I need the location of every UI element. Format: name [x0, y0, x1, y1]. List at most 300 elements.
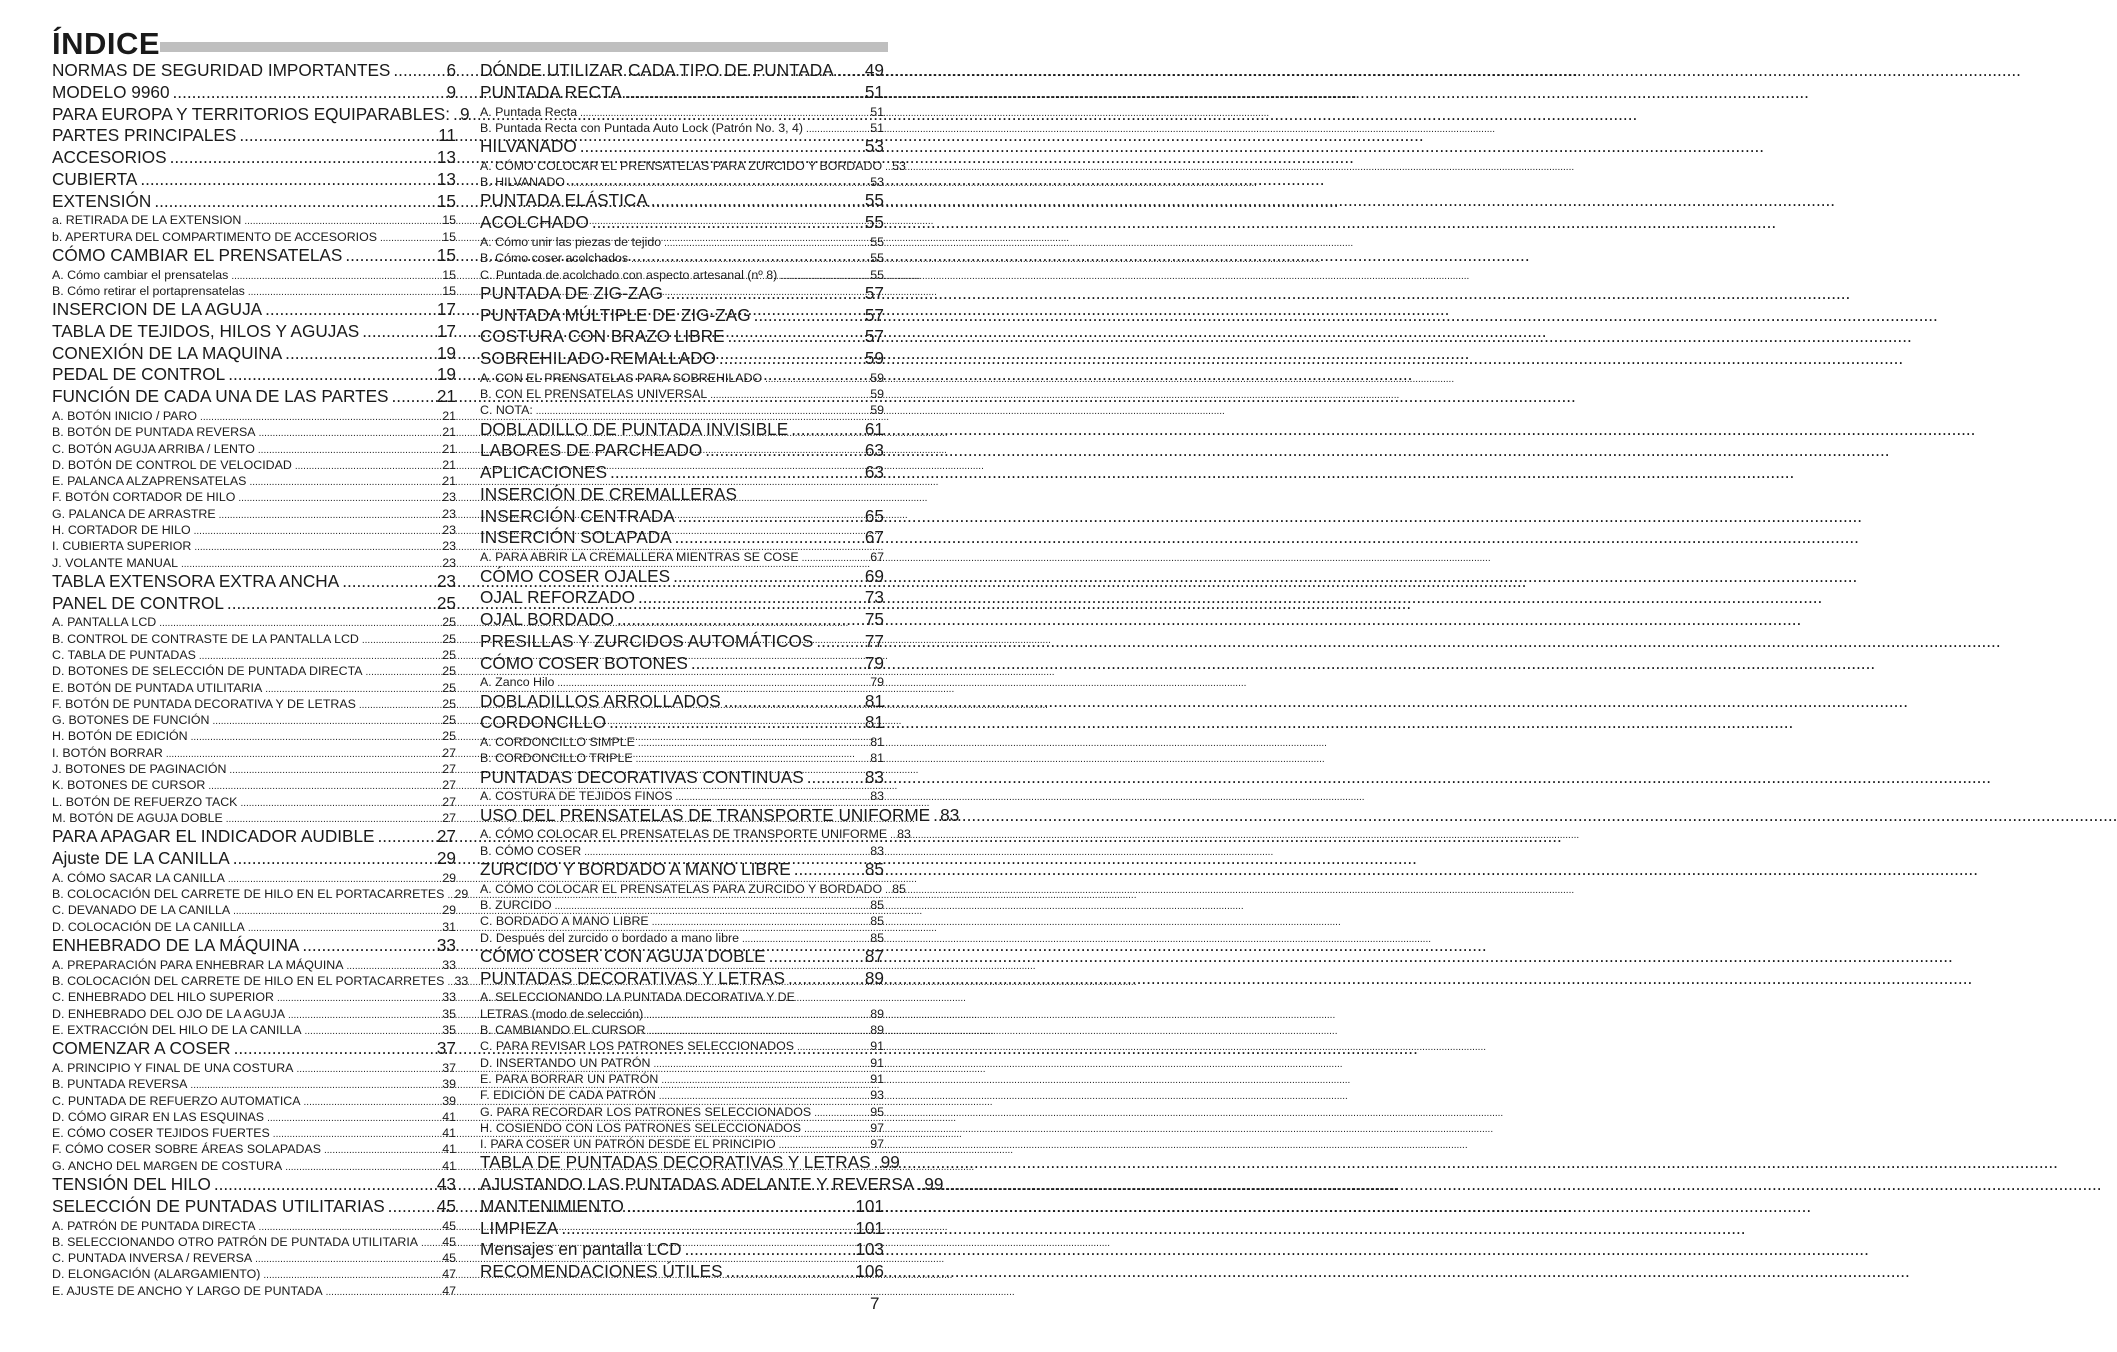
toc-entry-title: CÓMO CAMBIAR EL PRENSATELAS: [52, 244, 343, 265]
toc-entry-title: FUNCIÓN DE CADA UNA DE LAS PARTES: [52, 386, 389, 407]
toc-dot-leader: [675, 527, 862, 549]
toc-dot-leader: [228, 364, 434, 386]
toc-entry[interactable]: [52, 299, 456, 321]
toc-entry[interactable]: [480, 440, 884, 462]
toc-dot-leader: [324, 1143, 439, 1159]
toc-entry-page: 81: [864, 712, 884, 733]
toc-entry[interactable]: [480, 326, 884, 348]
toc-subentry[interactable]: [52, 777, 456, 793]
toc-entry-title: B. COLOCACIÓN DEL CARRETE DE HILO EN EL PORTACARRETES: [52, 887, 445, 902]
toc-entry-title: A. PREPARACIÓN PARA ENHEBRAR LA MÁQUINA: [52, 957, 344, 972]
toc-entry-title: Ajuste DE LA CANILLA: [52, 848, 230, 869]
toc-entry-page: 31: [442, 919, 456, 934]
toc-entry-page: 51: [864, 81, 884, 102]
toc-entry-page: 29: [436, 848, 456, 869]
toc-subentry[interactable]: [52, 902, 456, 918]
toc-subentry[interactable]: [52, 886, 469, 902]
toc-entry-page: 23: [442, 490, 456, 505]
toc-entry-page: 59: [870, 403, 884, 418]
toc-dot-leader: [728, 326, 862, 348]
toc-entry-page: 45: [442, 1234, 456, 1249]
toc-dot-leader: [194, 524, 440, 540]
toc-subentry[interactable]: [52, 538, 456, 554]
toc-entry[interactable]: [52, 386, 456, 408]
page-title: ÍNDICE: [52, 26, 161, 61]
toc-entry-title: OJAL REFORZADO: [480, 587, 636, 608]
toc-entry[interactable]: [480, 60, 884, 82]
toc-entry-title: M. BOTÓN DE AGUJA DOBLE: [52, 810, 223, 825]
toc-dot-leader: [277, 991, 439, 1007]
toc-entry-page: 15: [442, 229, 456, 244]
toc-entry[interactable]: [52, 848, 456, 870]
toc-subentry[interactable]: [52, 696, 456, 712]
toc-subentry[interactable]: [480, 1136, 884, 1152]
toc-entry-page: 53: [870, 175, 884, 190]
toc-entry-page: 27: [442, 810, 456, 825]
toc-subentry[interactable]: [480, 402, 884, 418]
toc-subentry[interactable]: [480, 913, 884, 929]
toc-entry[interactable]: [480, 859, 884, 881]
toc-subentry[interactable]: [480, 386, 884, 402]
toc-entry[interactable]: [52, 321, 456, 343]
toc-entry[interactable]: [52, 1174, 456, 1196]
toc-subentry[interactable]: [52, 1125, 456, 1141]
toc-subentry[interactable]: [480, 843, 884, 859]
toc-entry-page: 55: [864, 190, 884, 211]
toc-entry-title: C. PARA REVISAR LOS PATRONES SELECCIONADOS: [480, 1039, 794, 1054]
toc-subentry[interactable]: [52, 728, 456, 744]
toc-entry-title: b. APERTURA DEL COMPARTIMENTO DE ACCESORIOS: [52, 229, 377, 244]
toc-entry[interactable]: [52, 571, 456, 593]
toc-subentry[interactable]: [480, 549, 884, 565]
toc-subentry[interactable]: [52, 1109, 456, 1125]
toc-subentry[interactable]: [52, 663, 456, 679]
toc-entry-title: C. NOTA:: [480, 403, 533, 418]
toc-entry[interactable]: [480, 419, 884, 441]
toc-entry-page: 55: [870, 267, 884, 282]
toc-entry[interactable]: [480, 305, 884, 327]
toc-subentry[interactable]: [480, 1055, 884, 1071]
toc-dot-leader: [265, 299, 434, 321]
toc-subentry[interactable]: [52, 761, 456, 777]
toc-subentry[interactable]: [52, 1076, 456, 1092]
toc-entry[interactable]: [52, 1038, 456, 1060]
toc-subentry[interactable]: [480, 788, 884, 804]
toc-dot-leader: [421, 1236, 439, 1252]
toc-entry-title: C. ENHEBRADO DEL HILO SUPERIOR: [52, 990, 274, 1005]
toc-entry[interactable]: [480, 609, 884, 631]
toc-subentry[interactable]: [52, 212, 456, 228]
toc-dot-leader: [296, 1062, 439, 1078]
toc-subentry[interactable]: [52, 555, 456, 571]
toc-entry-title: INSERCIÓN SOLAPADA: [480, 527, 672, 548]
toc-subentry[interactable]: [52, 1283, 456, 1299]
toc-entry[interactable]: [480, 767, 884, 789]
toc-entry-page: 37: [436, 1038, 456, 1059]
toc-entry-title: PUNTADAS DECORATIVAS CONTINUAS: [480, 766, 804, 787]
toc-entry-page: 21: [442, 457, 456, 472]
toc-subentry[interactable]: [480, 897, 884, 913]
toc-dot-leader: [664, 236, 867, 252]
toc-column-right: [480, 60, 960, 1283]
toc-dot-leader: [378, 826, 434, 848]
toc-dot-leader: [231, 269, 439, 285]
toc-subentry[interactable]: [480, 1022, 884, 1038]
toc-entry[interactable]: [480, 712, 884, 734]
toc-entry-title: D. BOTÓN DE CONTROL DE VELOCIDAD: [52, 457, 292, 472]
toc-entry-title: RECOMENDACIONES ÚTILES: [480, 1261, 723, 1282]
toc-entry-title: G. PALANCA DE ARRASTRE: [52, 506, 216, 521]
toc-entry[interactable]: [480, 190, 884, 212]
toc-entry-title: PANEL DE CONTROL: [52, 592, 224, 613]
toc-entry-title: LIMPIEZA: [480, 1217, 559, 1238]
toc-entry-page: 97: [870, 1120, 884, 1135]
toc-subentry[interactable]: [52, 647, 456, 663]
toc-entry-page: 77: [864, 630, 884, 651]
toc-entry-title: C. PUNTADA DE REFUERZO AUTOMATICA: [52, 1093, 301, 1108]
toc-entry[interactable]: [480, 506, 884, 528]
toc-entry[interactable]: [480, 653, 884, 675]
toc-entry-page: 27: [442, 745, 456, 760]
toc-subentry[interactable]: [480, 234, 884, 250]
toc-entry[interactable]: [52, 1196, 456, 1218]
toc-dot-leader: [807, 767, 862, 789]
toc-entry-title: APLICACIONES: [480, 462, 608, 483]
toc-entry[interactable]: [52, 343, 456, 365]
toc-entry-title: D. ENHEBRADO DEL OJO DE LA AGUJA: [52, 1006, 285, 1021]
toc-dot-leader: [194, 540, 439, 556]
toc-dot-leader: [219, 508, 440, 524]
toc-entry[interactable]: [480, 946, 884, 968]
toc-subentry[interactable]: [52, 424, 456, 440]
toc-entry-page: 41: [442, 1126, 456, 1141]
toc-entry-page: 15: [442, 267, 456, 282]
toc-entry-page: 25: [442, 713, 456, 728]
toc-entry-title: C. DEVANADO DE LA CANILLA: [52, 903, 231, 918]
toc-dot-leader: [154, 191, 434, 213]
toc-entry[interactable]: [480, 484, 884, 506]
toc-entry-page: 47: [442, 1267, 456, 1282]
toc-subentry[interactable]: [480, 826, 911, 842]
toc-subentry[interactable]: [52, 1158, 456, 1174]
toc-dot-leader: [874, 1152, 878, 1174]
toc-entry[interactable]: [480, 1196, 884, 1218]
toc-entry-page: 41: [442, 1109, 456, 1124]
title-rule: [160, 42, 888, 52]
toc-subentry[interactable]: [52, 957, 456, 973]
toc-entry[interactable]: [480, 462, 884, 484]
toc-entry[interactable]: [480, 691, 884, 713]
toc-entry-title: ZURCIDO Y BORDADO A MANO LIBRE: [480, 859, 791, 880]
toc-entry-page: 53: [864, 136, 884, 157]
toc-entry[interactable]: [480, 968, 884, 990]
toc-entry-title: A. CON EL PRENSATELAS PARA SOBREHILADO: [480, 370, 763, 385]
toc-entry-title: B. HILVANADO: [480, 175, 565, 190]
toc-subentry[interactable]: [480, 1071, 884, 1087]
toc-entry-title: B. ZURCIDO: [480, 898, 552, 913]
toc-subentry[interactable]: [52, 522, 456, 538]
toc-subentry[interactable]: [52, 489, 456, 505]
toc-entry[interactable]: [52, 935, 456, 957]
toc-entry-page: 89: [870, 1023, 884, 1038]
toc-subentry[interactable]: [480, 120, 884, 136]
toc-subentry[interactable]: [52, 745, 456, 761]
toc-entry[interactable]: [480, 566, 884, 588]
toc-entry[interactable]: [480, 348, 884, 370]
toc-entry-page: 29: [454, 887, 469, 902]
toc-entry-title: A. Cómo unir las piezas de tejido: [480, 234, 662, 249]
toc-subentry[interactable]: [480, 174, 884, 190]
toc-dot-leader: [208, 779, 439, 795]
toc-dot-leader: [214, 1174, 434, 1196]
toc-entry-page: 53: [892, 158, 906, 173]
toc-entry[interactable]: [480, 1261, 884, 1283]
toc-dot-leader: [627, 1196, 852, 1218]
toc-subentry[interactable]: [52, 229, 456, 245]
toc-subentry[interactable]: [52, 989, 456, 1005]
toc-subentry[interactable]: [480, 370, 884, 386]
toc-entry[interactable]: [480, 527, 884, 549]
toc-subentry[interactable]: [52, 973, 469, 989]
toc-entry[interactable]: [480, 1152, 900, 1174]
toc-subentry[interactable]: [52, 1266, 456, 1282]
toc-entry-title: B. Puntada Recta con Puntada Auto Lock (Patrón No. 3, 4): [480, 120, 804, 135]
toc-dot-leader: [617, 609, 862, 631]
toc-entry-title: CONEXIÓN DE LA MAQUINA: [52, 342, 283, 363]
toc-dot-leader: [191, 730, 440, 746]
toc-dot-leader: [249, 475, 439, 491]
toc-entry-page: 27: [442, 762, 456, 777]
toc-entry[interactable]: [52, 593, 456, 615]
toc-subentry[interactable]: [52, 1060, 456, 1076]
toc-entry-title: E. EXTRACCIÓN DEL HILO DE LA CANILLA: [52, 1022, 302, 1037]
toc-entry-title: B. COLOCACIÓN DEL CARRETE DE HILO EN EL PORTACARRETES: [52, 974, 445, 988]
toc-entry-title: PUNTADA MÚLTIPLE DE ZIG-ZAG: [480, 304, 751, 325]
toc-entry-title: K. BOTONES DE CURSOR: [52, 778, 206, 793]
toc-entry-title: F. EDICIÓN DE CADA PATRÓN: [480, 1088, 656, 1103]
toc-entry-page: 21: [442, 408, 456, 423]
toc-entry[interactable]: [52, 147, 456, 169]
toc-entry-page: 81: [870, 751, 884, 766]
toc-entry-page: 21: [442, 441, 456, 456]
toc-subentry[interactable]: [52, 506, 456, 522]
toc-entry[interactable]: [480, 136, 884, 158]
toc-entry[interactable]: [480, 804, 960, 827]
toc-entry[interactable]: [52, 826, 456, 848]
toc-entry-title: NORMAS DE SEGURIDAD IMPORTANTES: [52, 60, 391, 80]
toc-entry-title: C. BORDADO A MANO LIBRE: [480, 914, 649, 929]
toc-subentry[interactable]: [52, 712, 456, 728]
toc-entry-title: E. BOTÓN DE PUNTADA UTILITARIA: [52, 680, 263, 695]
toc-subentry[interactable]: [52, 1093, 456, 1109]
toc-subentry[interactable]: [52, 441, 456, 457]
toc-subentry[interactable]: [52, 408, 456, 424]
toc-entry[interactable]: [52, 169, 456, 191]
toc-entry-title: A. PATRÓN DE PUNTADA DIRECTA: [52, 1218, 256, 1233]
toc-subentry[interactable]: [480, 267, 884, 283]
toc-entry-page: 33: [442, 957, 456, 972]
toc-subentry[interactable]: [480, 989, 884, 1005]
toc-entry-page: 11: [438, 125, 456, 146]
toc-entry[interactable]: [480, 1174, 944, 1196]
toc-entry[interactable]: [52, 191, 456, 213]
toc-dot-leader: [710, 388, 867, 404]
toc-entry-page: 51: [870, 104, 884, 119]
toc-entry-title: A. Puntada Recta: [480, 104, 578, 119]
toc-subentry[interactable]: [480, 734, 884, 750]
toc-entry-page: 101: [855, 1195, 884, 1216]
toc-subentry[interactable]: [480, 104, 884, 120]
toc-subentry[interactable]: [52, 1022, 456, 1038]
toc-entry-title: E. CÓMO COSER TEJIDOS FUERTES: [52, 1126, 270, 1141]
toc-entry-page: 21: [436, 386, 456, 407]
toc-entry-title: H. COSIENDO CON LOS PATRONES SELECCIONADOS: [480, 1120, 802, 1135]
toc-entry-page: 41: [442, 1158, 456, 1173]
toc-subentry[interactable]: [480, 1087, 884, 1103]
toc-dot-leader: [362, 321, 434, 343]
toc-entry[interactable]: [480, 587, 884, 609]
toc-subentry[interactable]: [52, 794, 456, 810]
toc-subentry[interactable]: [480, 250, 884, 266]
toc-dot-leader: [754, 305, 862, 327]
toc-entry-title: PUNTADA RECTA: [480, 81, 622, 102]
toc-entry-title: A. CÓMO SACAR LA CANILLA: [52, 870, 225, 885]
toc-subentry[interactable]: [52, 473, 456, 489]
toc-entry-page: 25: [442, 696, 456, 711]
toc-entry-page: 51: [870, 120, 884, 135]
toc-entry-page: 59: [870, 387, 884, 402]
toc-subentry[interactable]: [52, 1218, 456, 1234]
toc-entry[interactable]: [52, 364, 456, 386]
toc-dot-leader: [933, 805, 937, 827]
toc-entry-title: C. Puntada de acolchado con aspecto artesanal (nº 8): [480, 267, 778, 282]
toc-dot-leader: [295, 459, 439, 475]
toc-dot-leader: [625, 82, 862, 104]
toc-entry-title: I. PARA COSER UN PATRÓN DESDE EL PRINCIPIO: [480, 1137, 776, 1152]
toc-entry[interactable]: [52, 60, 456, 82]
toc-subentry[interactable]: [480, 930, 884, 946]
toc-dot-leader: [797, 1040, 867, 1056]
toc-subentry[interactable]: [480, 750, 884, 766]
toc-subentry[interactable]: [480, 881, 906, 897]
toc-entry-title: L. BOTÓN DE REFUERZO TACK: [52, 794, 238, 809]
toc-entry-page: 85: [870, 930, 884, 945]
toc-dot-leader: [719, 348, 862, 370]
toc-subentry[interactable]: [480, 1120, 884, 1136]
toc-entry-page: 25: [442, 631, 456, 646]
toc-subentry[interactable]: [52, 457, 456, 473]
toc-entry-page: 97: [870, 1137, 884, 1152]
toc-entry[interactable]: [52, 245, 456, 267]
toc-entry-title: H. BOTÓN DE EDICIÓN: [52, 729, 188, 744]
toc-dot-leader: [255, 1252, 439, 1268]
toc-entry[interactable]: [480, 212, 884, 234]
toc-subentry[interactable]: [52, 919, 456, 935]
toc-dot-leader: [392, 386, 434, 408]
toc-dot-leader: [661, 1073, 867, 1089]
toc-entry[interactable]: [480, 1218, 884, 1240]
toc-entry-page: 99: [880, 1152, 900, 1173]
toc-entry-title: PARA APAGAR EL INDICADOR AUDIBLE: [52, 826, 375, 847]
toc-entry[interactable]: [480, 283, 884, 305]
toc-dot-leader: [769, 946, 862, 968]
toc-entry-title: A. CÓMO COLOCAR EL PRENSATELAS DE TRANSPORTE UNIFORME: [480, 827, 888, 842]
toc-entry-title: A. BOTÓN INICIO / PARO: [52, 408, 198, 423]
toc-entry[interactable]: [52, 125, 456, 147]
toc-subentry[interactable]: [52, 267, 456, 283]
toc-subentry[interactable]: [52, 1006, 456, 1022]
toc-subentry[interactable]: [480, 674, 884, 690]
toc-dot-leader: [359, 698, 439, 714]
toc-entry-title: AJUSTANDO LAS PUNTADAS ADELANTE Y REVERSA: [480, 1174, 915, 1195]
toc-entry-title: SOBREHILADO-REMALLADO: [480, 348, 716, 369]
toc-dot-leader: [673, 566, 862, 588]
toc-subentry[interactable]: [52, 1234, 456, 1250]
toc-entry-title: INSERCION DE LA AGUJA: [52, 299, 263, 320]
toc-dot-leader: [240, 796, 439, 812]
toc-entry-page: 23: [442, 555, 456, 570]
toc-entry-page: 45: [442, 1218, 456, 1233]
toc-subentry[interactable]: [52, 1250, 456, 1266]
toc-entry-title: A. Zanco Hilo: [480, 675, 555, 690]
toc-subentry[interactable]: [52, 870, 456, 886]
toc-entry-title: F. BOTÓN CORTADOR DE HILO: [52, 490, 236, 505]
toc-entry-page: 61: [864, 418, 884, 439]
toc-entry-page: 85: [870, 914, 884, 929]
toc-subentry[interactable]: [480, 1104, 884, 1120]
toc-subentry[interactable]: [52, 283, 456, 299]
toc-dot-leader: [561, 1218, 852, 1240]
toc-entry-page: 43: [436, 1174, 456, 1195]
toc-entry-page: 23: [442, 523, 456, 538]
toc-entry-page: 27: [442, 778, 456, 793]
toc-dot-leader: [366, 665, 440, 681]
toc-entry-title: PARTES PRINCIPALES: [52, 125, 237, 146]
toc-entry-title: HILVANADO: [480, 136, 577, 157]
toc-entry[interactable]: [52, 103, 470, 126]
toc-subentry[interactable]: [480, 1006, 884, 1022]
toc-entry[interactable]: [52, 82, 456, 104]
toc-entry-page: 27: [442, 794, 456, 809]
toc-dot-leader: [288, 1008, 439, 1024]
toc-subentry[interactable]: [480, 158, 906, 174]
toc-entry[interactable]: [480, 631, 884, 653]
toc-subentry[interactable]: [52, 680, 456, 696]
toc-entry-page: 27: [436, 826, 456, 847]
toc-subentry[interactable]: [52, 614, 456, 630]
toc-entry-title: USO DEL PRENSATELAS DE TRANSPORTE UNIFORME: [480, 804, 931, 825]
toc-entry-title: CÓMO COSER OJALES: [480, 565, 671, 586]
toc-subentry[interactable]: [52, 631, 456, 647]
toc-entry-page: 19: [436, 342, 456, 363]
toc-entry-title: B. CON EL PRENSATELAS UNIVERSAL: [480, 387, 708, 402]
toc-entry[interactable]: [480, 1239, 884, 1261]
toc-entry[interactable]: [480, 82, 884, 104]
toc-entry-title: C. TABLA DE PUNTADAS: [52, 648, 196, 662]
toc-entry-title: a. RETIRADA DE LA EXTENSION: [52, 213, 242, 228]
toc-entry-page: 45: [442, 1251, 456, 1266]
toc-subentry[interactable]: [52, 810, 456, 826]
toc-subentry[interactable]: [52, 1141, 456, 1157]
toc-entry-page: 25: [442, 680, 456, 695]
toc-entry-title: PUNTADAS DECORATIVAS Y LETRAS: [480, 967, 785, 988]
toc-entry-title: LETRAS (modo de selección): [480, 1006, 644, 1021]
toc-dot-leader: [765, 372, 867, 388]
toc-entry-title: B. PUNTADA REVERSA: [52, 1077, 188, 1092]
toc-entry-page: 25: [442, 648, 456, 662]
toc-entry-page: 65: [864, 505, 884, 526]
toc-subentry[interactable]: [480, 1038, 884, 1054]
